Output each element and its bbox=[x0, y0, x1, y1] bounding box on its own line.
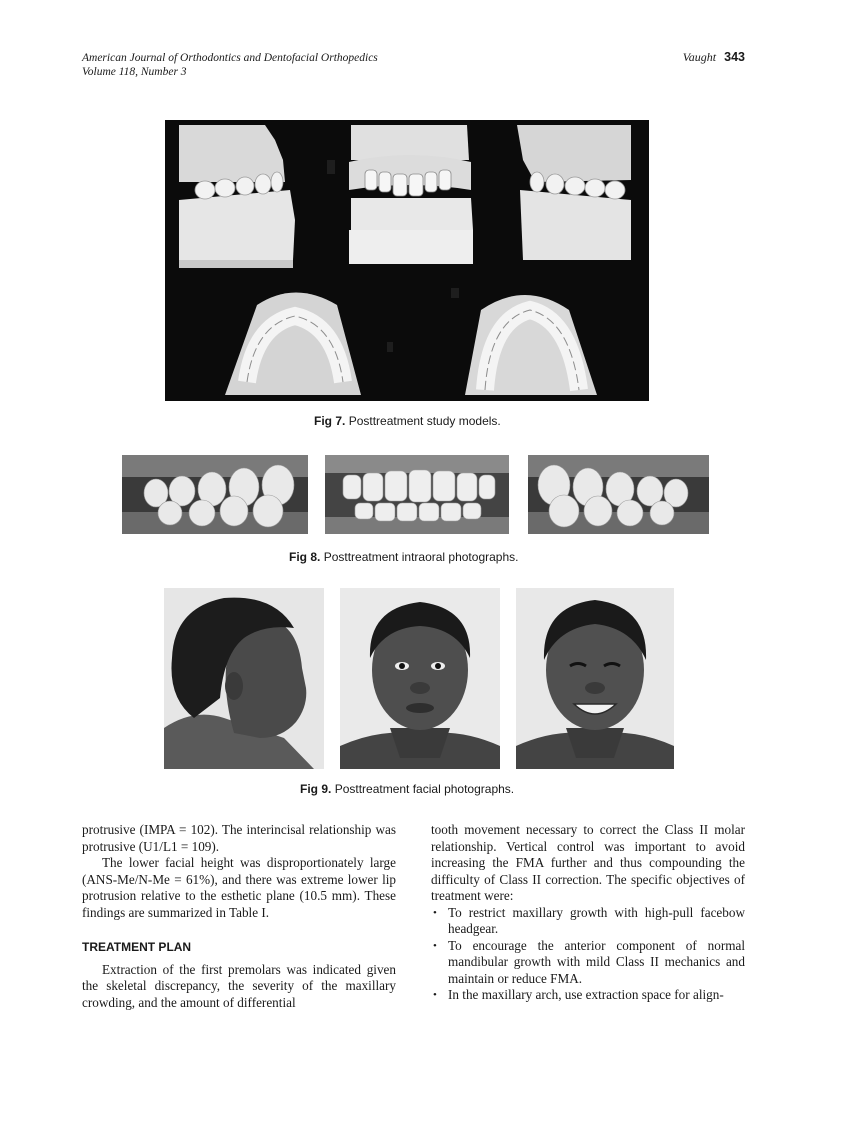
fig8-intraoral-right-image bbox=[122, 455, 308, 534]
fig9-facial-frontal-image bbox=[340, 588, 500, 769]
right-paragraph-1: tooth movement necessary to correct the Class II molar relationship. Vertical control was important to avoid increasing the FMA further and thus compounding the difficulty of Class II correction. The specific objectives of treatment were: bbox=[431, 822, 745, 903]
journal-volume: Volume 118, Number 3 bbox=[82, 66, 187, 78]
fig8-label: Fig 8. bbox=[289, 550, 321, 564]
fig8-caption bbox=[289, 550, 518, 564]
objective-item: • To restrict maxillary growth with high-pull facebow headgear. bbox=[431, 905, 745, 938]
running-header bbox=[82, 51, 378, 79]
fig9-caption bbox=[300, 782, 514, 796]
fig7-study-models-image bbox=[165, 120, 649, 401]
fig9-label: Fig 9. bbox=[300, 782, 332, 796]
fig7-caption-text: Posttreatment study models. bbox=[348, 414, 501, 428]
left-paragraph-1: protrusive (IMPA = 102). The interincisal relationship was protrusive (U1/L1 = 109). bbox=[82, 822, 396, 854]
right-lateral-model bbox=[517, 125, 631, 260]
objectives-list bbox=[431, 905, 745, 1004]
left-paragraph-2: The lower facial height was disproportionately large (ANS-Me/N-Me = 61%), and there was extreme lower lip protrusion relative to the esthetic plane (10.5 mm). These findings are summarized in Table I. bbox=[82, 855, 396, 920]
page-number: 343 bbox=[724, 50, 745, 64]
fig8-intraoral-left-image bbox=[528, 455, 709, 534]
right-text-column bbox=[431, 822, 745, 1004]
page-header-right bbox=[683, 50, 745, 65]
left-paragraph-3: Extraction of the first premolars was indicated given the skeletal discrepancy, the severity of the maxillary crowding, and the amount of differential bbox=[82, 961, 396, 1010]
fig8-caption-text: Posttreatment intraoral photographs. bbox=[323, 550, 519, 564]
objective-item: • To encourage the anterior component of normal mandibular growth with mild Class II mechanics and maintain or reduce FMA. bbox=[431, 938, 745, 988]
fig9-caption-text: Posttreatment facial photographs. bbox=[334, 782, 515, 796]
objective-item: • In the maxillary arch, use extraction space for align- bbox=[431, 987, 745, 1004]
left-text-column bbox=[82, 822, 396, 1011]
author-name: Vaught bbox=[682, 50, 717, 64]
fig9-facial-profile-image bbox=[164, 588, 324, 769]
fig7-caption bbox=[314, 414, 501, 428]
fig8-intraoral-frontal-image bbox=[325, 455, 509, 534]
fig9-facial-smile-image bbox=[516, 588, 674, 769]
fig7-label: Fig 7. bbox=[314, 414, 346, 428]
journal-title: American Journal of Orthodontics and Dentofacial Orthopedics bbox=[82, 52, 378, 64]
treatment-plan-heading: TREATMENT PLAN bbox=[82, 940, 192, 954]
